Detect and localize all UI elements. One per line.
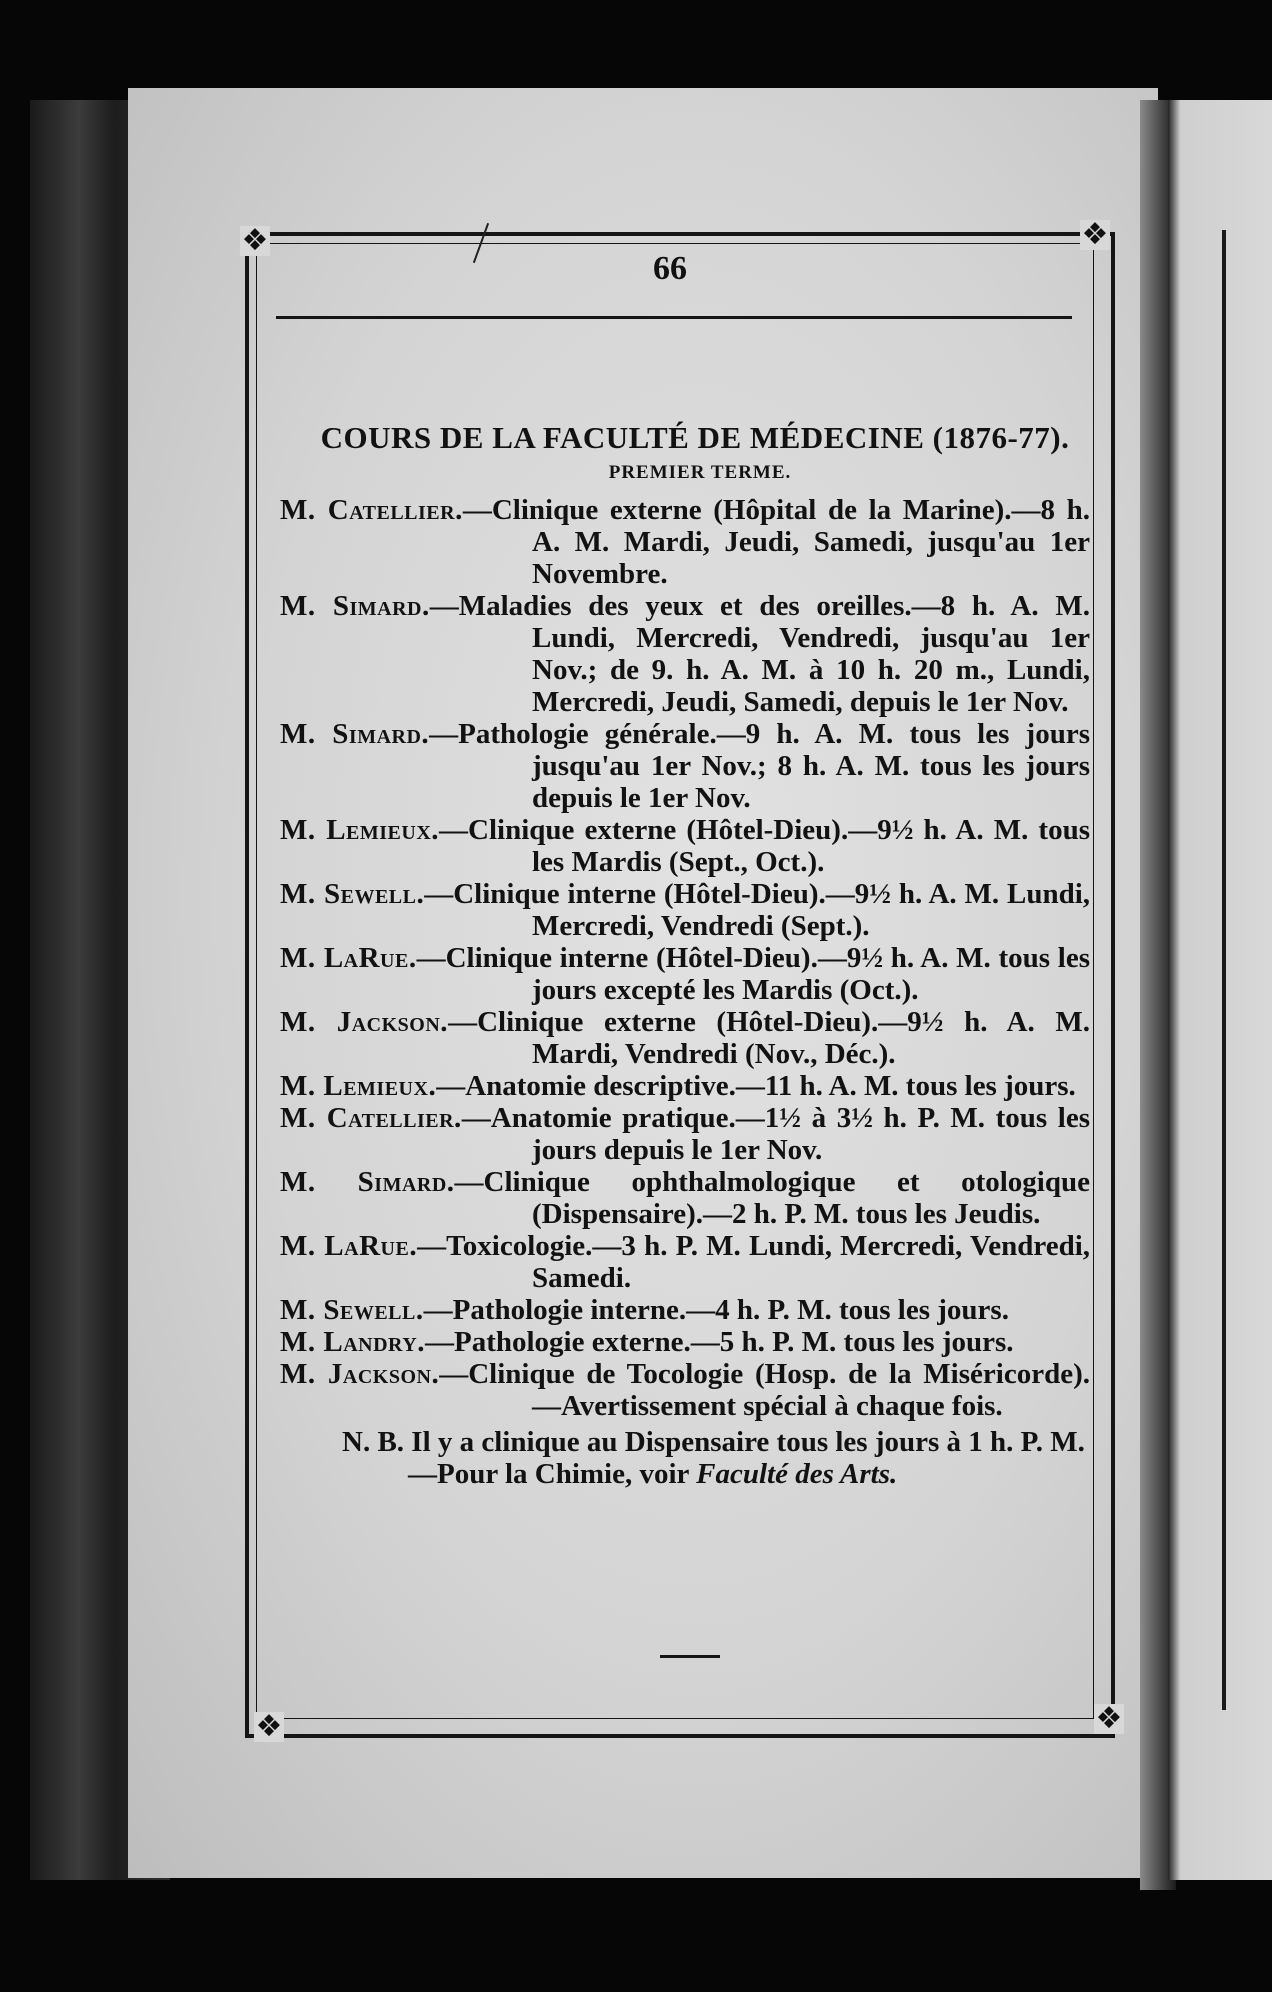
- footnote: [280, 1426, 1090, 1490]
- fleuron-corner-icon: ❖: [255, 1709, 283, 1744]
- course-details: —Clinique de Tocologie (Hosp. de la Miséricorde). —Avertissement spécial à chaque fois.: [439, 1358, 1090, 1422]
- course-entry: [280, 1166, 1090, 1230]
- professor-name: M. Lemieux.: [280, 1070, 437, 1102]
- term-heading: PREMIER TERME.: [608, 462, 792, 483]
- course-entry: [280, 942, 1090, 1006]
- course-details: —Clinique externe (Hôtel-Dieu).—9½ h. A. M. Mardi, Vendredi (Nov., Déc.).: [448, 1006, 1090, 1070]
- course-details: —Maladies des yeux et des oreilles.—8 h. A. M. Lundi, Mercredi, Vendredi, jusqu'au 1er Nov.; de 9. h. A. M. à 10 h. 20 m., Lundi, Mercredi, Jeudi, Samedi, depuis le 1er Nov.: [429, 590, 1090, 718]
- course-entry: [280, 1326, 1090, 1358]
- page-number: 66: [653, 250, 687, 287]
- page-title: COURS DE LA FACULTÉ DE MÉDECINE (1876-77).: [320, 420, 1070, 455]
- professor-name: M. LaRue.: [280, 1230, 418, 1262]
- course-schedule: [280, 420, 1090, 1490]
- course-details: —Anatomie pratique.—1½ à 3½ h. P. M. tous les jours depuis le 1er Nov.: [461, 1102, 1091, 1166]
- course-entry: [280, 1294, 1090, 1326]
- course-details: —Toxicologie.—3 h. P. M. Lundi, Mercredi, Vendredi, Samedi.: [417, 1230, 1091, 1294]
- course-details: —Pathologie interne.—4 h. P. M. tous les jours.: [423, 1294, 1009, 1326]
- fleuron-corner-icon: ❖: [1081, 217, 1109, 252]
- course-details: —Pathologie externe.—5 h. P. M. tous les jours.: [424, 1326, 1014, 1358]
- footnote-reference: Faculté des Arts.: [696, 1458, 898, 1490]
- professor-name: M. LaRue.: [280, 942, 417, 974]
- professor-name: M. Lemieux.: [280, 814, 440, 846]
- professor-name: M. Jackson.: [280, 1358, 440, 1390]
- professor-name: M. Catellier.: [280, 494, 463, 526]
- header-rule: [276, 316, 1072, 319]
- course-entry: [280, 718, 1090, 814]
- course-details: —Anatomie descriptive.—11 h. A. M. tous les jours.: [436, 1070, 1076, 1102]
- course-details: —Clinique externe (Hôtel-Dieu).—9½ h. A. M. tous les Mardis (Sept., Oct.).: [439, 814, 1090, 878]
- course-details: —Clinique interne (Hôtel-Dieu).—9½ h. A. M. tous les jours excepté les Mardis (Oct.).: [416, 942, 1090, 1006]
- fleuron-corner-icon: ❖: [1095, 1701, 1123, 1736]
- course-list: [280, 494, 1090, 1422]
- fleuron-corner-icon: ❖: [241, 223, 269, 258]
- course-entry: [280, 1070, 1090, 1102]
- course-entry: [280, 814, 1090, 878]
- course-entry: [280, 1006, 1090, 1070]
- course-entry: [280, 494, 1090, 590]
- course-entry: [280, 1230, 1090, 1294]
- end-rule: [660, 1655, 720, 1658]
- professor-name: M. Simard.: [280, 590, 430, 622]
- course-entry: [280, 878, 1090, 942]
- professor-name: M. Catellier.: [280, 1102, 462, 1134]
- professor-name: M. Simard.: [280, 1166, 455, 1198]
- course-entry: [280, 1358, 1090, 1422]
- course-details: —Clinique ophthalmologique et otologique (Dispensaire).—2 h. P. M. tous les Jeudis.: [454, 1166, 1090, 1230]
- course-entry: [280, 1102, 1090, 1166]
- course-details: —Clinique interne (Hôtel-Dieu).—9½ h. A. M. Lundi, Mercredi, Vendredi (Sept.).: [424, 878, 1091, 942]
- professor-name: M. Landry.: [280, 1326, 425, 1358]
- professor-name: M. Simard.: [280, 718, 430, 750]
- footnote-text: N. B. Il y a clinique au Dispensaire tous les jours à 1 h. P. M.—Pour la Chimie, voir: [342, 1426, 1085, 1490]
- professor-name: M. Sewell.: [280, 1294, 424, 1326]
- professor-name: M. Sewell.: [280, 878, 425, 910]
- course-entry: [280, 590, 1090, 718]
- professor-name: M. Jackson.: [280, 1006, 449, 1038]
- course-details: —Clinique externe (Hôpital de la Marine).—8 h. A. M. Mardi, Jeudi, Samedi, jusqu'au 1er Novembre.: [462, 494, 1090, 590]
- course-details: —Pathologie générale.—9 h. A. M. tous les jours jusqu'au 1er Nov.; 8 h. A. M. tous les jours depuis le 1er Nov.: [429, 718, 1090, 814]
- adjacent-page-frame: [1222, 230, 1266, 1710]
